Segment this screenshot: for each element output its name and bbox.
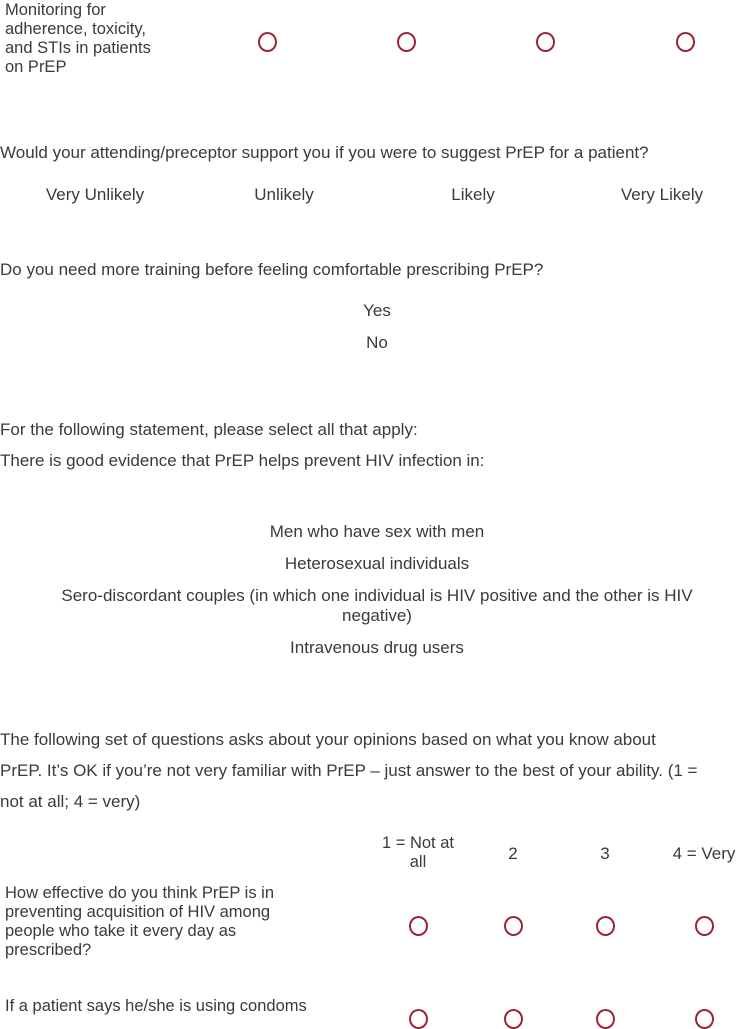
opinion-q1-line: prescribed?: [5, 941, 92, 959]
evidence-option-msm[interactable]: Men who have sex with men: [269, 522, 485, 541]
training-option-no[interactable]: No: [366, 333, 388, 352]
opinion-q1-label: [5, 884, 274, 960]
attending-option-very-unlikely[interactable]: Very Unlikely: [45, 185, 145, 204]
training-question: Do you need more training before feeling comfortable prescribing PrEP?: [0, 260, 544, 279]
attending-option-likely[interactable]: Likely: [451, 185, 495, 204]
attending-option-very-likely[interactable]: Very Likely: [620, 185, 704, 204]
attending-question: Would your attending/preceptor support you if you were to suggest PrEP for a patient?: [0, 143, 649, 162]
opinion-q2-label: [5, 997, 307, 1016]
evidence-instruction: For the following statement, please select all that apply:: [0, 420, 418, 439]
opinion-q1-line: preventing acquisition of HIV among: [5, 903, 271, 921]
evidence-option-sero-discordant-line: Sero-discordant couples (in which one individual is HIV positive and the other is HIV: [61, 586, 693, 605]
scale-header-1: [358, 834, 478, 872]
opinions-intro-line: not at all; 4 = very): [0, 792, 141, 811]
monitoring-label-line: Monitoring for: [5, 1, 106, 19]
monitoring-radio-4[interactable]: [676, 32, 695, 52]
opinion-q1-radio-2[interactable]: [504, 916, 523, 936]
opinions-intro-line: PrEP. It’s OK if you’re not very familiar with PrEP – just answer to the best of your ability. (1 =: [0, 761, 698, 780]
opinion-q2-radio-1[interactable]: [409, 1009, 428, 1029]
monitoring-label-line: on PrEP: [5, 58, 67, 76]
opinion-q2-radio-2[interactable]: [504, 1009, 523, 1029]
opinion-q1-radio-1[interactable]: [409, 916, 428, 936]
opinion-q1-line: people who take it every day as: [5, 922, 237, 940]
attending-option-unlikely[interactable]: Unlikely: [254, 185, 314, 204]
evidence-option-heterosexual[interactable]: Heterosexual individuals: [284, 554, 470, 573]
training-option-yes[interactable]: Yes: [363, 301, 391, 320]
scale-header-4: 4 = Very: [672, 844, 736, 863]
scale-header-1-line: all: [409, 853, 427, 871]
opinion-q2-radio-3[interactable]: [596, 1009, 615, 1029]
monitoring-label-line: and STIs in patients: [5, 39, 151, 57]
scale-header-3: 3: [600, 844, 610, 863]
opinion-q2-radio-4[interactable]: [695, 1009, 714, 1029]
opinions-intro: [0, 724, 697, 817]
monitoring-radio-3[interactable]: [536, 32, 555, 52]
scale-header-2: 2: [508, 844, 518, 863]
opinion-q1-line: How effective do you think PrEP is in: [5, 884, 275, 902]
opinion-q1-radio-3[interactable]: [596, 916, 615, 936]
evidence-statement: There is good evidence that PrEP helps prevent HIV infection in:: [0, 451, 485, 470]
monitoring-label-line: adherence, toxicity,: [5, 20, 146, 38]
opinion-q2-line: If a patient says he/she is using condoms: [5, 997, 307, 1015]
evidence-option-sero-discordant[interactable]: [0, 586, 754, 626]
evidence-option-idu[interactable]: Intravenous drug users: [290, 638, 464, 657]
evidence-option-sero-discordant-line: negative): [342, 606, 412, 625]
opinions-intro-line: The following set of questions asks about your opinions based on what you know about: [0, 730, 656, 749]
monitoring-radio-1[interactable]: [258, 32, 277, 52]
monitoring-radio-2[interactable]: [397, 32, 416, 52]
opinion-q1-radio-4[interactable]: [695, 916, 714, 936]
scale-header-1-line: 1 = Not at: [381, 834, 454, 852]
monitoring-label: [5, 1, 151, 77]
